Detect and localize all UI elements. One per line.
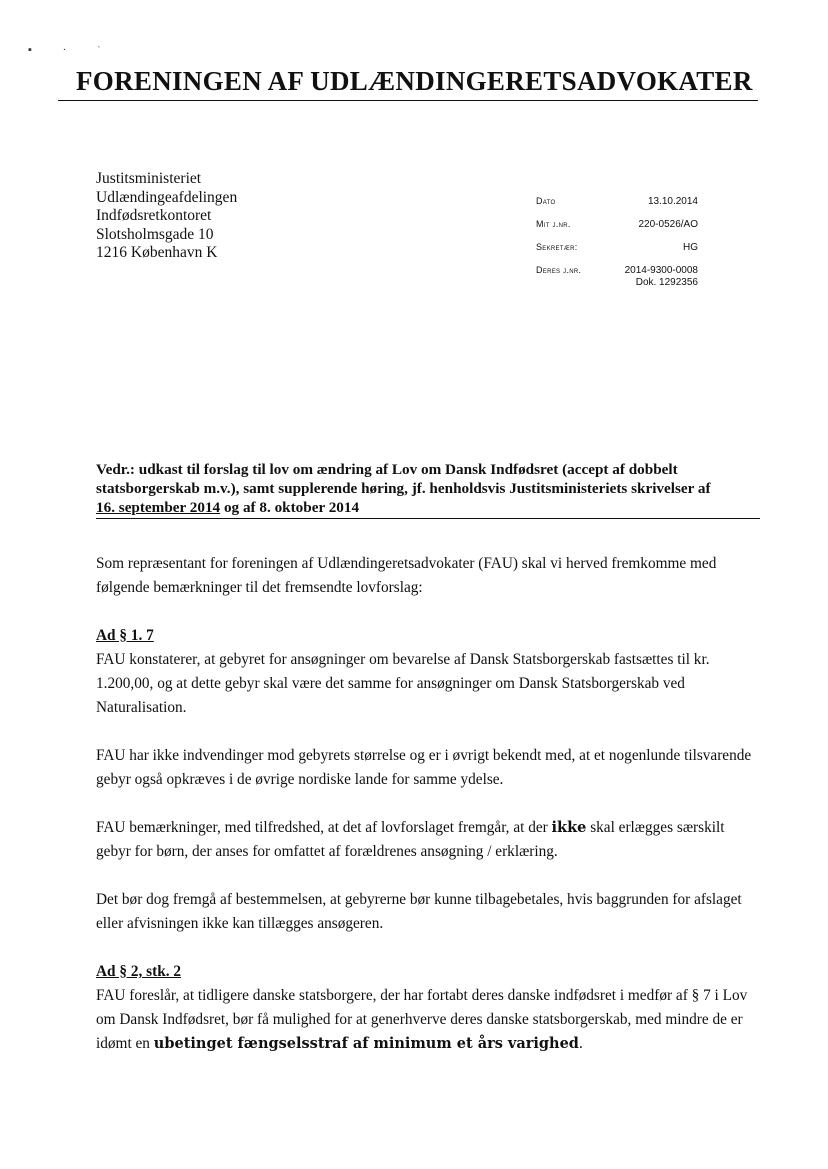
- letterhead: [58, 66, 758, 101]
- recipient-line: Slotsholmsgade 10: [96, 225, 214, 243]
- paragraph-text: .: [578, 1035, 583, 1052]
- their-ref-label: Deres j.nr.: [536, 265, 582, 275]
- own-ref-value: 220-0526/AO: [638, 219, 698, 230]
- emphasis: ikke: [551, 819, 587, 836]
- paragraph: FAU har ikke indvendinger mod gebyrets størrelse og er i øvrigt bekendt med, at et nogenlunde tilsvarende gebyr også opkræves i de øvrige nordiske lande for samme ydelse.: [96, 747, 752, 788]
- date-label: Dato: [536, 196, 556, 206]
- paragraph: FAU konstaterer, at gebyret for ansøgninger om bevarelse af Dansk Statsborgerskab fastsættes til kr. 1.200,00, og at dette gebyr skal være det samme for ansøgninger om Dansk Statsborgerskab ved Naturalisation.: [96, 651, 710, 716]
- recipient-line: Udlændingeafdelingen: [96, 188, 238, 206]
- section-heading: Ad § 1. 7: [96, 627, 154, 644]
- reference-block: [536, 196, 698, 288]
- letterhead-title: FORENINGEN AF UDLÆNDINGERETSADVOKATER: [76, 66, 753, 96]
- subject-text: [96, 498, 760, 517]
- subject-date-underlined: 16. september 2014: [96, 499, 221, 516]
- secretary-value: HG: [683, 242, 698, 253]
- recipient-address: [96, 170, 237, 263]
- intro-paragraph: Som repræsentant for foreningen af Udlændingeretsadvokater (FAU) skal vi herved fremkomme med følgende bemærkninger til det fremsendte lovforslag:: [96, 555, 717, 596]
- paragraph: [96, 984, 760, 1056]
- date-row: [536, 196, 698, 219]
- subject-text-end: og af 8. oktober 2014: [220, 499, 360, 516]
- subject-text: Vedr.: udkast til forslag til lov om ændring af Lov om Dansk Indfødsret (accept af dobbelt: [96, 461, 678, 478]
- recipient-line: Justitsministeriet: [96, 170, 202, 187]
- letter-body: [96, 552, 760, 1080]
- document-number: Dok. 1292356: [635, 277, 698, 288]
- date-value: 13.10.2014: [647, 196, 698, 207]
- secretary-label: Sekretær:: [536, 242, 578, 252]
- scan-marks: ▪ · ˈ: [28, 44, 115, 56]
- recipient-line: 1216 København K: [96, 244, 218, 261]
- paragraph-text: FAU bemærkninger, med tilfredshed, at det af lovforslaget fremgår, at der: [96, 819, 552, 836]
- secretary-row: [536, 242, 698, 265]
- paragraph-text: FAU foreslår, at tidligere danske statsborgere, der har fortabt deres danske indfødsret i medfør af § 7 i Lov om Dansk Indfødsret, bør få mulighed for at generhverve deres danske statsborgerskab, med mindre de er idømt en: [96, 987, 748, 1052]
- emphasis: ubetinget fængselsstraf af minimum et års varighed: [153, 1035, 579, 1052]
- paragraph-text: skal erlægges særskilt gebyr for børn, der anses for omfattet af forældrenes ansøgning / erklæring.: [96, 819, 725, 860]
- subject-line: [96, 460, 760, 519]
- own-ref-label: Mit j.nr.: [536, 219, 571, 229]
- subject-text: statsborgerskab m.v.), samt supplerende høring, jf. henholdsvis Justitsministeriets skrivelser af: [96, 480, 711, 497]
- section-heading: Ad § 2, stk. 2: [96, 963, 181, 980]
- recipient-line: Indfødsretkontoret: [96, 207, 212, 224]
- paragraph: Det bør dog fremgå af bestemmelsen, at gebyrerne bør kunne tilbagebetales, hvis baggrunden for afslaget eller afvisningen ikke kan tillægges ansøgeren.: [96, 891, 742, 932]
- paragraph: [96, 816, 760, 864]
- their-ref-value: 2014-9300-0008: [624, 265, 698, 276]
- own-ref-row: [536, 219, 698, 242]
